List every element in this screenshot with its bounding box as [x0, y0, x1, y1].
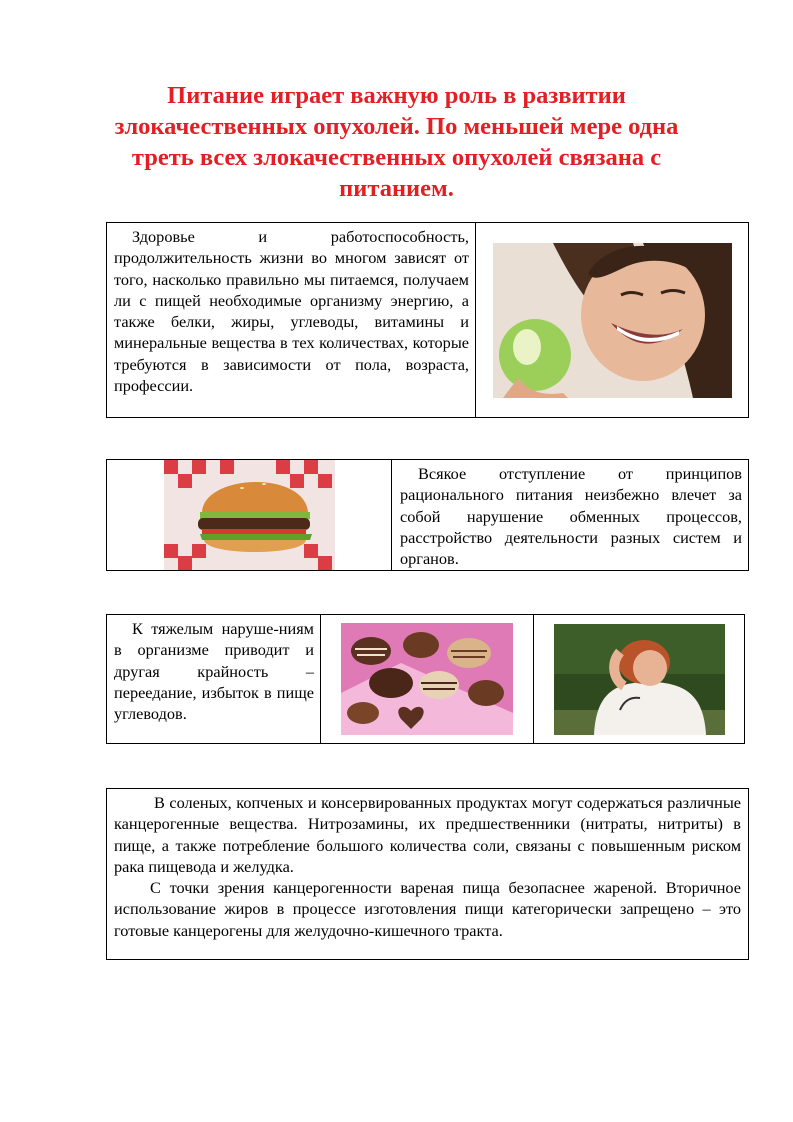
text-cell [107, 223, 475, 417]
page-title: Питание играет важную роль в развитии злокачественных опухолей. По меньшей мере одна треть всех злокачественных опухолей связана с питанием. [114, 82, 679, 202]
health-paragraph: Здоровье и работоспособность, продолжительность жизни во многом зависят от того, насколько правильно мы питаемся, получаем ли с пищей необходимые организму энергию, а также белки, жиры, углеводы, витамины и минеральные вещества в тех количествах, которые требуются в зависимости от пола, возраста, профессии. [114, 227, 469, 396]
info-block-nutrition-health [106, 222, 749, 418]
info-block-nutrition-principles [106, 459, 749, 571]
overeating-paragraph: К тяжелым наруше-ниям в организме приводит и другая крайность – переедание, избыток в пище углеводов. [114, 619, 314, 724]
info-block-overeating [106, 614, 745, 744]
text-cell [107, 615, 320, 743]
principles-paragraph: Всякое отступление от принципов рационального питания неизбежно влечет за собой нарушение обменных процессов, расстройство деятельности разных систем и органов. [400, 464, 742, 569]
woman-eating-apple-image [493, 243, 732, 398]
image-cell [320, 615, 533, 743]
carcinogens-paragraph: В соленых, копченых и консервированных продуктах могут содержаться различные канцерогенные вещества. Нитрозамины, их предшественники (нитраты, нитриты) в пище, а также потребление большого количества соли, связаны с повышенным риском рака пищевода и желудка. [114, 793, 741, 876]
image-cell [107, 460, 391, 570]
text-cell [107, 789, 748, 959]
hamburger-image [164, 460, 335, 570]
cooking-paragraph: С точки зрения канцерогенности вареная пища безопаснее жареной. Вторичное использование жиров в процессе изготовления пищи категорически запрещено – это готовые канцерогены для желудочно-кишечного тракта. [114, 878, 741, 940]
image-cell [533, 615, 744, 743]
chocolate-candies-image [341, 623, 513, 735]
text-cell [391, 460, 748, 570]
image-cell [475, 223, 748, 417]
info-block-carcinogens [106, 788, 749, 960]
overweight-woman-image [554, 624, 725, 735]
